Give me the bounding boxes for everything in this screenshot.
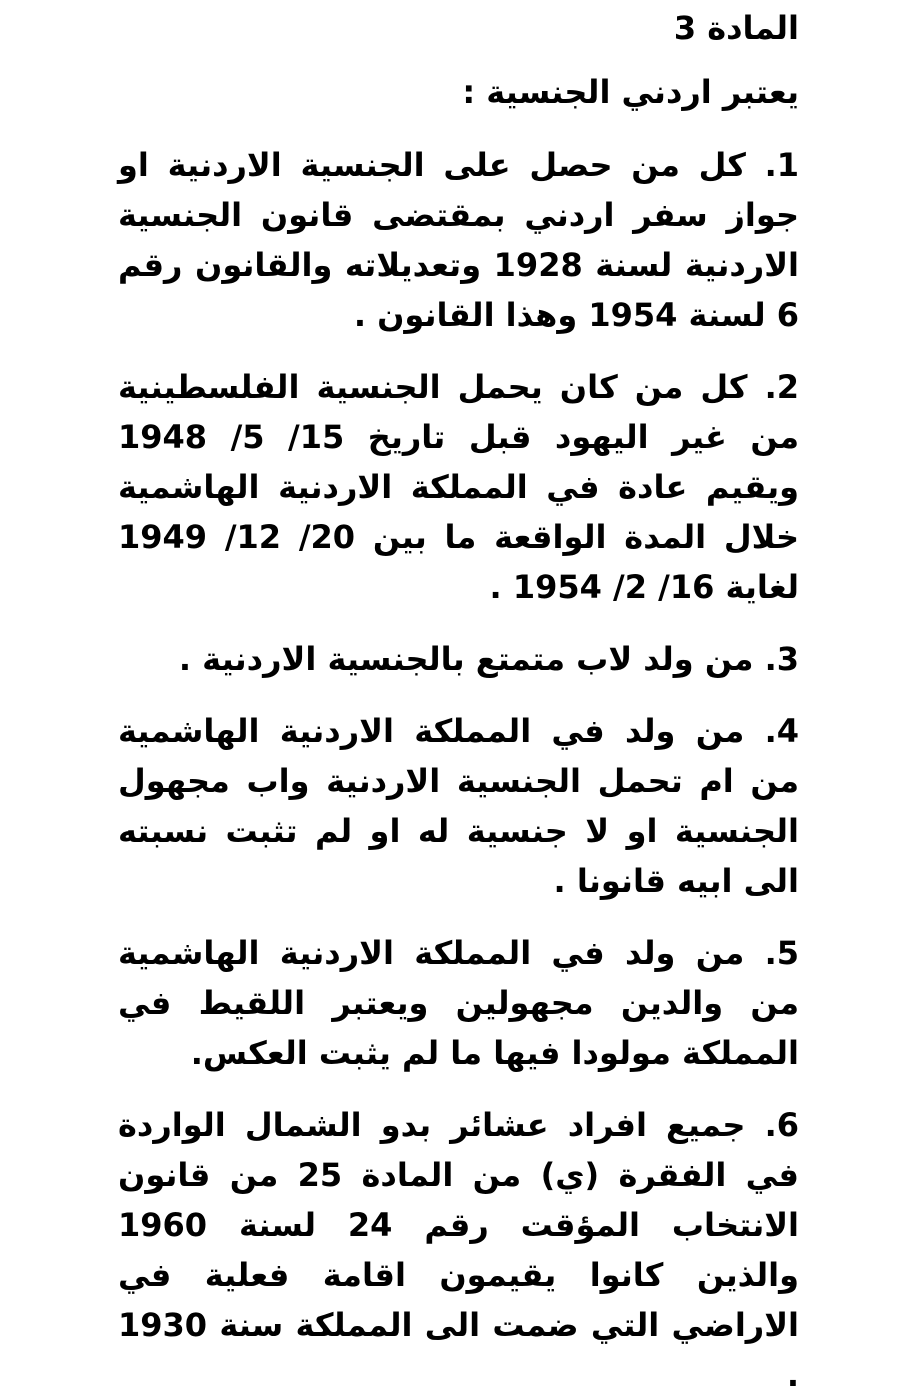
article-heading: المادة 3 [673, 9, 799, 47]
article-items-list [118, 140, 799, 1400]
article-item-1: 1. كل من حصل على الجنسية الاردنية او جواز سفر اردني بمقتضى قانون الجنسية الاردنية لسنة 1928 وتعديلاته والقانون رقم 6 لسنة 1954 وهذا القانون . [118, 146, 800, 334]
article-intro: يعتبر اردني الجنسية : [462, 73, 799, 111]
article-item-2: 2. كل من كان يحمل الجنسية الفلسطينية من غير اليهود قبل تاريخ 15/ 5/ 1948 ويقيم عادة في المملكة الاردنية الهاشمية خلال المدة الواقعة ما بين 20/ 12/ 1949 لغاية 16/ 2/ 1954 . [118, 368, 800, 606]
article-item-3: 3. من ولد لاب متمتع بالجنسية الاردنية . [178, 640, 799, 678]
article-item-6: 6. جميع افراد عشائر بدو الشمال الواردة في الفقرة (ي) من المادة 25 من قانون الانتخاب المؤقت رقم 24 لسنة 1960 والذين كانوا يقيمون اقامة فعلية في الاراضي التي ضمت الى المملكة سنة 1930 . [118, 1106, 800, 1394]
article-item-5: 5. من ولد في المملكة الاردنية الهاشمية من والدين مجهولين ويعتبر اللقيط في المملكة مولودا فيها ما لم يثبت العكس. [118, 934, 799, 1072]
article-item-4: 4. من ولد في المملكة الاردنية الهاشمية من ام تحمل الجنسية الاردنية واب مجهول الجنسية او لا جنسية له او لم تثبت نسبته الى ابيه قانونا . [118, 712, 799, 900]
